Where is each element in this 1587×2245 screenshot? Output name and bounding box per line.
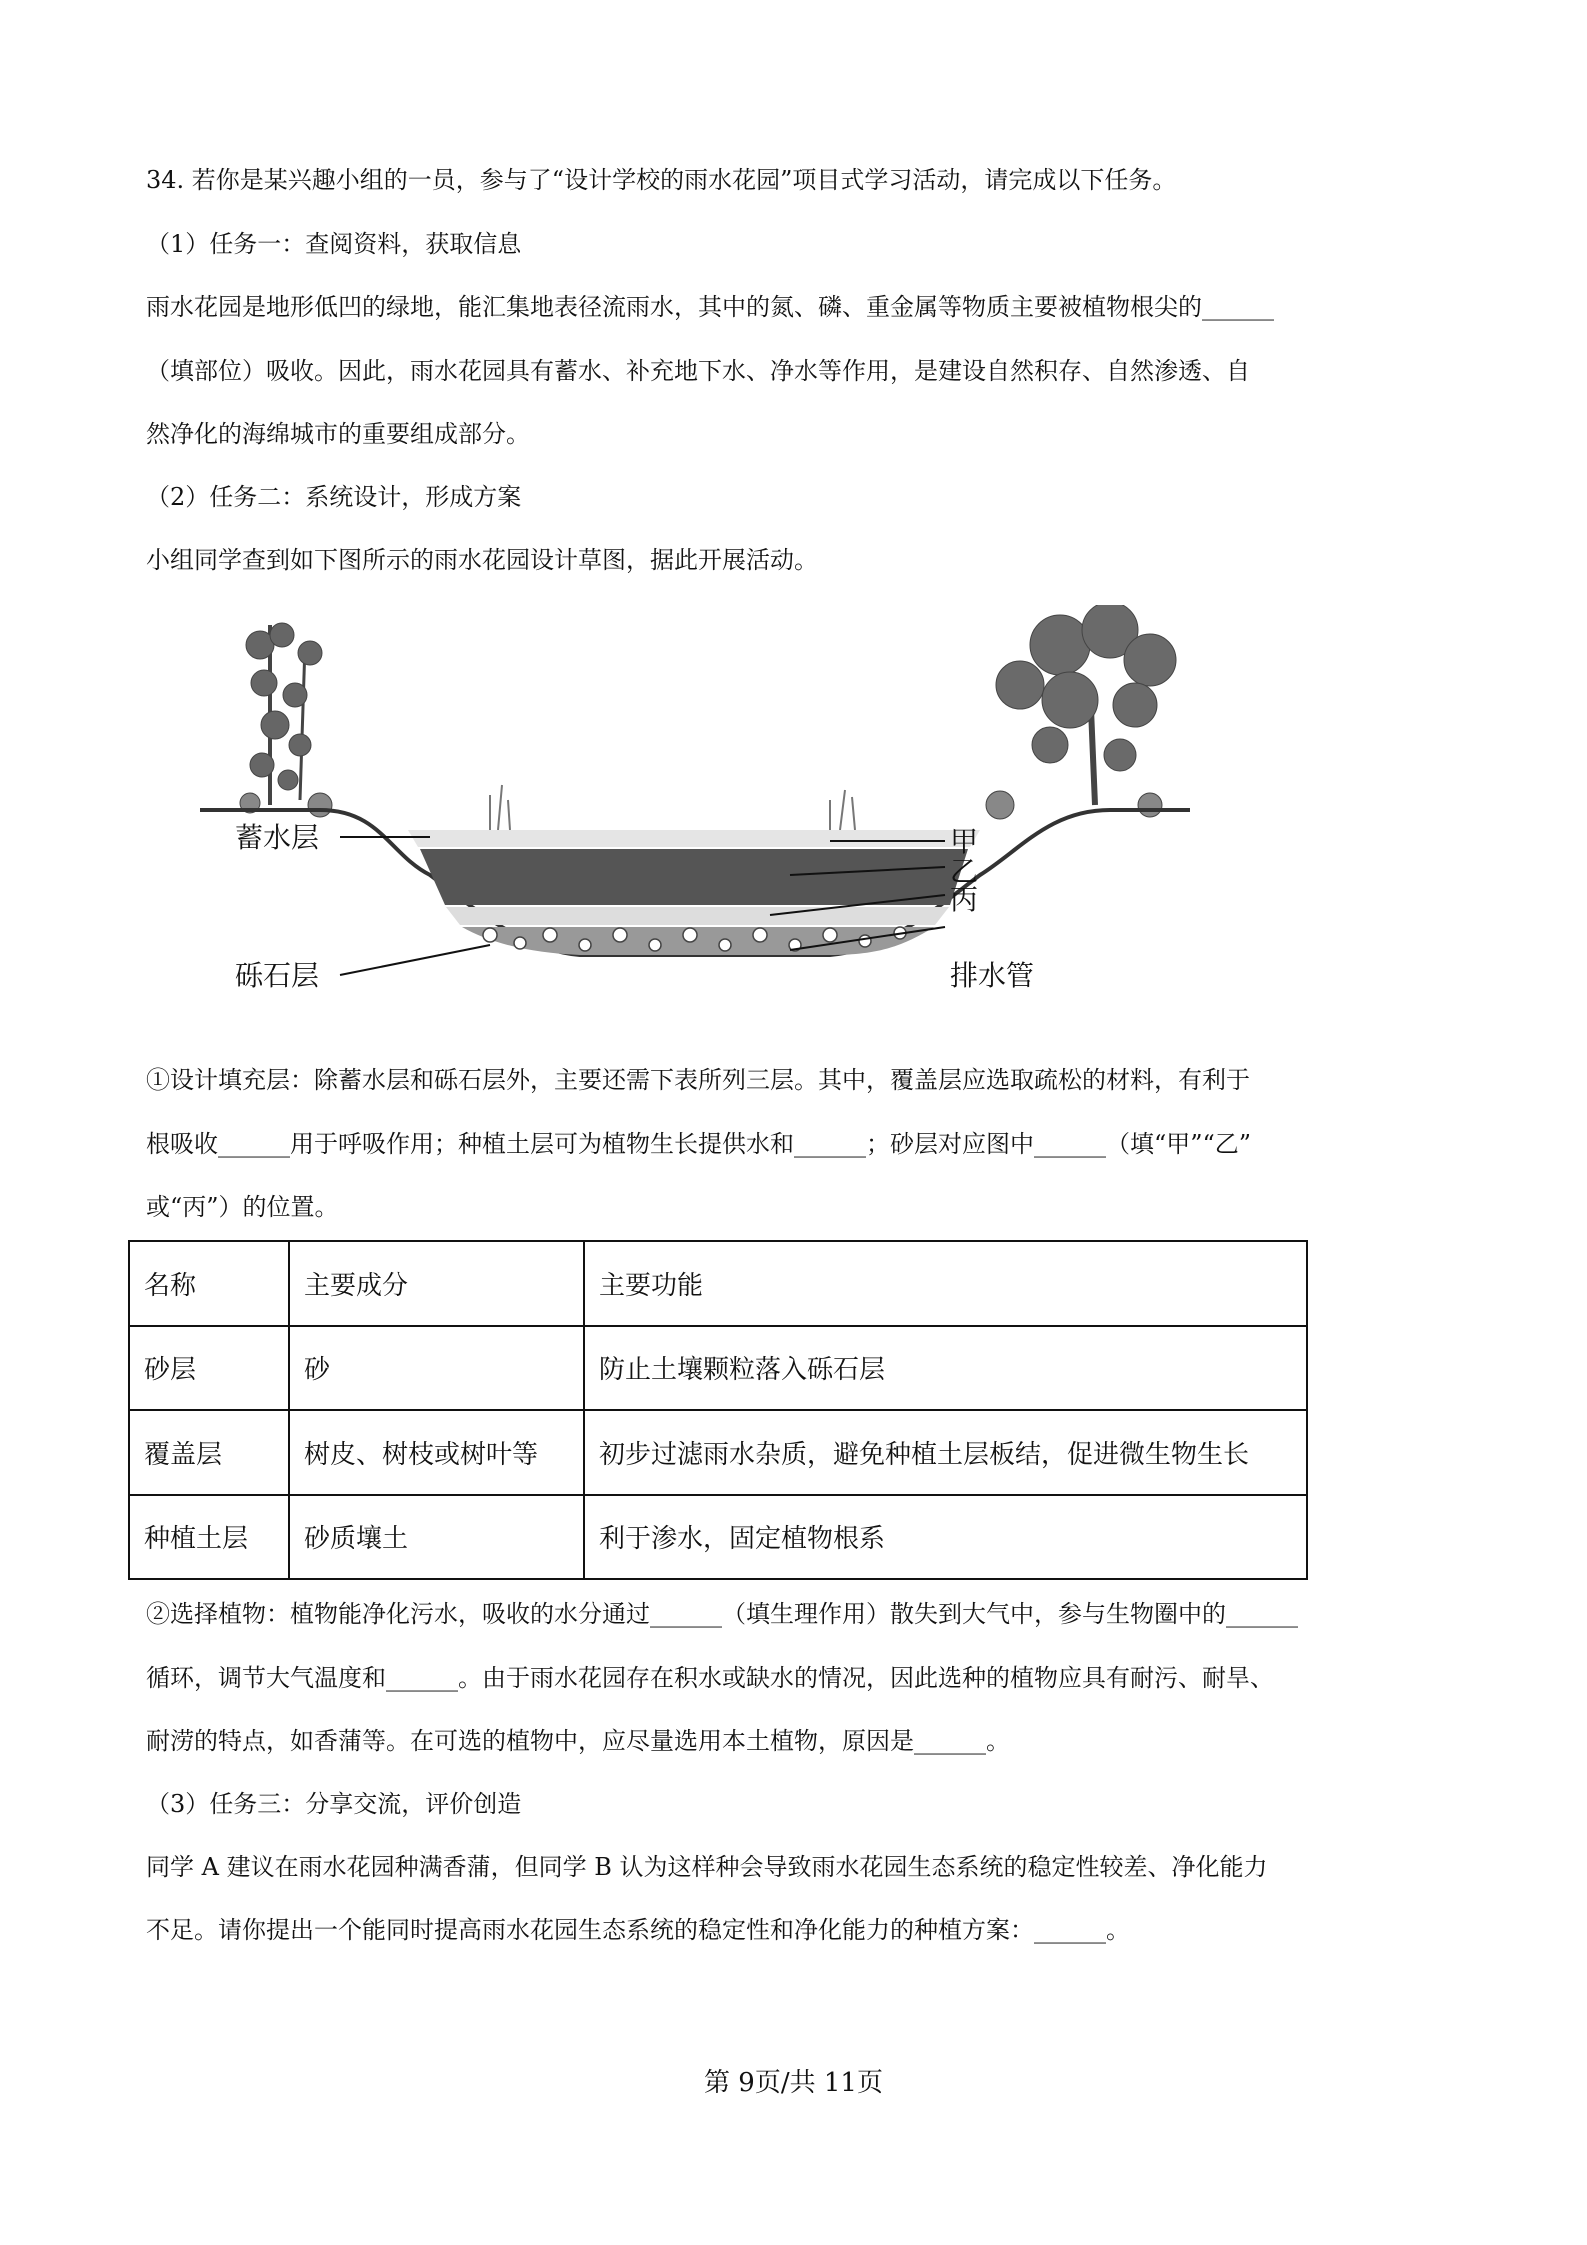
- task3-line1: 同学 A 建议在雨水花园种满香蒲，但同学 B 认为这样种会导致雨水花园生态系统的稳定性较差、净化能力: [146, 1853, 1268, 1881]
- right-tree-illustration: [986, 605, 1176, 819]
- label-gravel-layer: 砾石层: [235, 959, 320, 992]
- label-bing: 丙: [950, 883, 979, 916]
- layer-storage-water: [408, 830, 980, 847]
- layer-yi-soil: [420, 849, 968, 905]
- sub1-line1: ①设计填充层：除蓄水层和砾石层外，主要还需下表所列三层。其中，覆盖层应选取疏松的材料，有利于: [146, 1066, 1250, 1094]
- label-yi: 乙: [950, 855, 979, 888]
- sub1-line2: 根吸收______用于呼吸作用；种植土层可为植物生长提供水和______；砂层对应图中______（填“甲”“乙”: [146, 1130, 1252, 1158]
- layer-info-table: [128, 1240, 1308, 1580]
- table-header-cell: 主要成分: [289, 1241, 584, 1326]
- question-intro: 34. 若你是某兴趣小组的一员，参与了“设计学校的雨水花园”项目式学习活动，请完成以下任务。: [146, 166, 1177, 194]
- label-drain-pipe: 排水管: [950, 959, 1035, 992]
- table-cell: 防止土壤颗粒落入砾石层: [584, 1326, 1307, 1411]
- table-header-cell: 名称: [129, 1241, 289, 1326]
- left-tree-illustration: [240, 623, 332, 817]
- task1-paragraph-line2: （填部位）吸收。因此，雨水花园具有蓄水、补充地下水、净水等作用，是建设自然积存、自然渗透、自: [146, 357, 1250, 385]
- task3-title: （3）任务三：分享交流，评价创造: [146, 1790, 522, 1818]
- layer-bing-sand: [446, 907, 949, 925]
- label-storage-layer: 蓄水层: [235, 821, 320, 854]
- task1-paragraph-line1: 雨水花园是地形低凹的绿地，能汇集地表径流雨水，其中的氮、磷、重金属等物质主要被植物根尖的______: [146, 293, 1274, 321]
- reeds-illustration: [490, 785, 855, 830]
- table-row: [129, 1410, 1307, 1495]
- table-header-row: [129, 1241, 1307, 1326]
- page-number-footer: 第 9页/共 11页: [704, 2068, 883, 2098]
- table-cell: 砂层: [129, 1326, 289, 1411]
- table-row: [129, 1495, 1307, 1580]
- table-cell: 初步过滤雨水杂质，避免种植土层板结，促进微生物生长: [584, 1410, 1307, 1495]
- sub2-line3: 耐涝的特点，如香蒲等。在可选的植物中，应尽量选用本土植物，原因是______。: [146, 1727, 1010, 1755]
- table-header-cell: 主要功能: [584, 1241, 1307, 1326]
- table-cell: 砂: [289, 1326, 584, 1411]
- sub2-line2: 循环，调节大气温度和______。由于雨水花园存在积水或缺水的情况，因此选种的植物应具有耐污、耐旱、: [146, 1664, 1274, 1692]
- task3-line2: 不足。请你提出一个能同时提高雨水花园生态系统的稳定性和净化能力的种植方案：______。: [146, 1916, 1130, 1944]
- table-cell: 利于渗水，固定植物根系: [584, 1495, 1307, 1580]
- label-jia: 甲: [950, 825, 979, 858]
- table-row: [129, 1326, 1307, 1411]
- table-cell: 种植土层: [129, 1495, 289, 1580]
- rain-garden-diagram: [190, 605, 1190, 1015]
- task1-paragraph-line3: 然净化的海绵城市的重要组成部分。: [146, 420, 530, 448]
- task2-title: （2）任务二：系统设计，形成方案: [146, 483, 522, 511]
- sub2-line1: ②选择植物：植物能净化污水，吸收的水分通过______（填生理作用）散失到大气中，参与生物圈中的______: [146, 1600, 1298, 1628]
- table-cell: 砂质壤土: [289, 1495, 584, 1580]
- table-cell: 树皮、树枝或树叶等: [289, 1410, 584, 1495]
- task1-title: （1）任务一：查阅资料，获取信息: [146, 230, 522, 258]
- task2-intro: 小组同学查到如下图所示的雨水花园设计草图，据此开展活动。: [146, 546, 818, 574]
- table-cell: 覆盖层: [129, 1410, 289, 1495]
- sub1-line3: 或“丙”）的位置。: [146, 1193, 339, 1221]
